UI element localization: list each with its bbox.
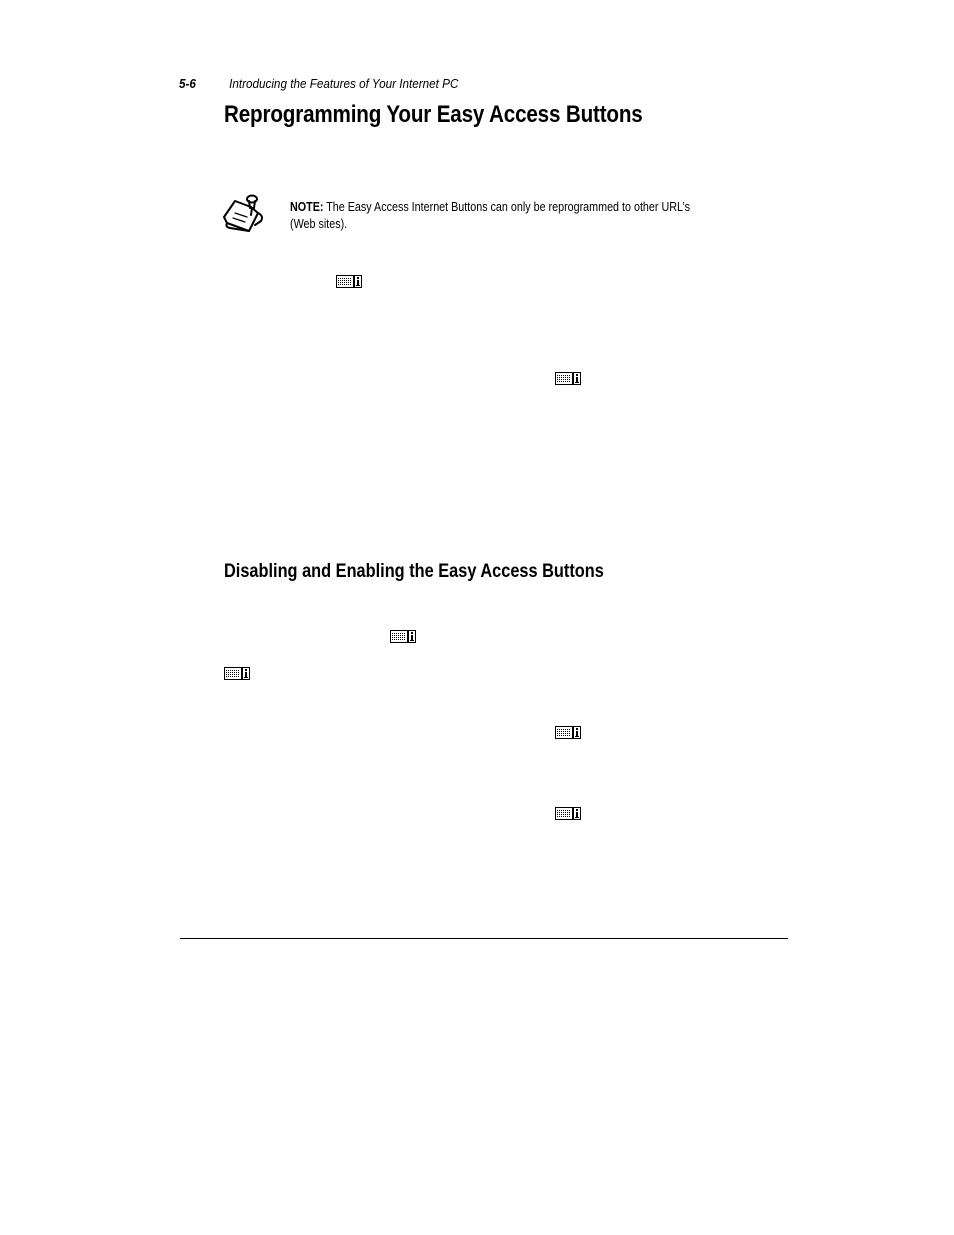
keyboard-info-icon xyxy=(224,666,250,681)
keyboard-info-icon xyxy=(555,725,581,740)
keyboard-info-icon xyxy=(555,371,581,386)
note-body: The Easy Access Internet Buttons can only be reprogrammed to other URL’s xyxy=(326,200,690,214)
page-title: Reprogramming Your Easy Access Buttons xyxy=(224,101,643,128)
running-header xyxy=(179,76,458,91)
keyboard-info-icon xyxy=(390,629,416,644)
page-number: 5-6 xyxy=(179,76,196,91)
section-heading: Disabling and Enabling the Easy Access Buttons xyxy=(224,561,604,582)
keyboard-info-icon xyxy=(555,806,581,821)
note-label: NOTE: xyxy=(290,200,324,214)
note-body-line-2: (Web sites). xyxy=(290,217,348,231)
keyboard-info-icon xyxy=(336,274,362,289)
chapter-title: Introducing the Features of Your Internet PC xyxy=(229,76,459,91)
note-text-block xyxy=(290,199,720,233)
footer-rule xyxy=(180,938,788,939)
note-icon xyxy=(221,191,267,237)
